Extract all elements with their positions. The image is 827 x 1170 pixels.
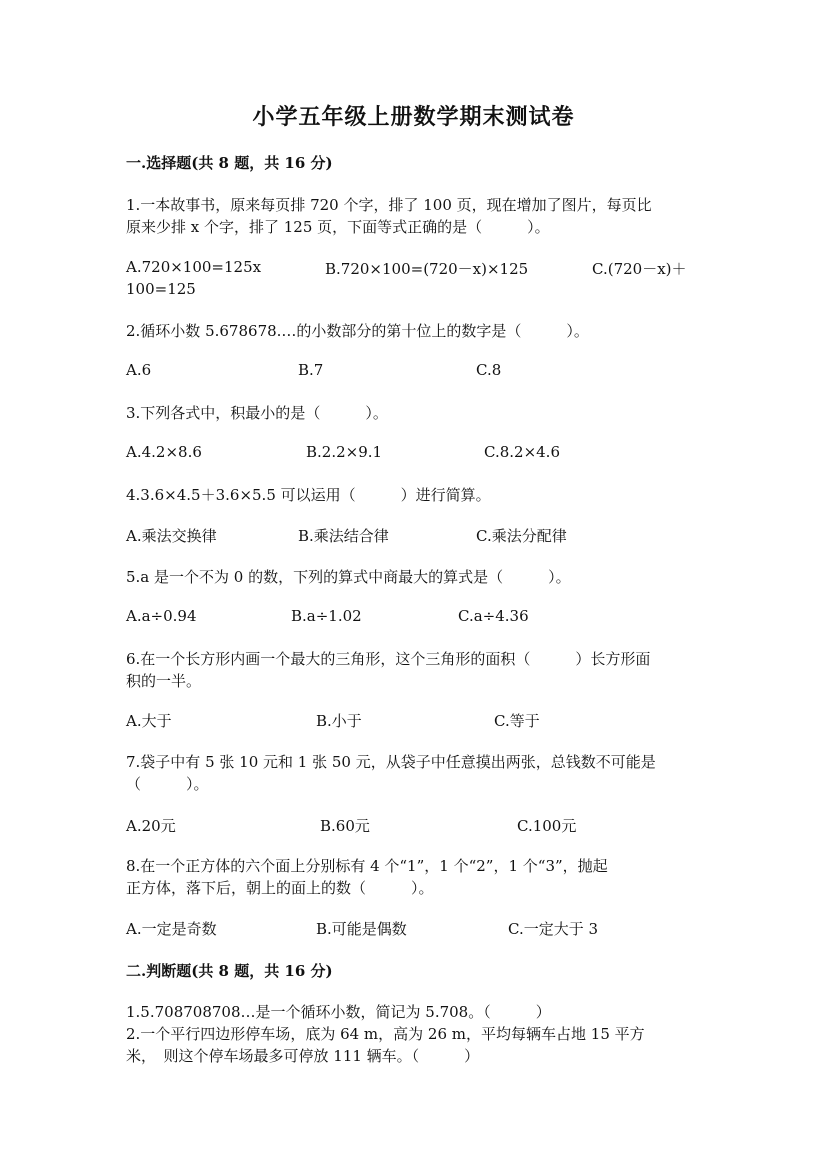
question-3-option-b: B.2.2×9.1 — [306, 443, 383, 461]
question-5-option-c: C.a÷4.36 — [458, 607, 529, 625]
page-title: 小学五年级上册数学期末测试卷 — [252, 104, 575, 130]
question-5-option-b: B.a÷1.02 — [291, 607, 362, 625]
question-1-line-1: 1.一本故事书，原来每页排 720 个字，排了 100 页，现在增加了图片，每页比 — [126, 196, 652, 214]
section-heading-choice: 一.选择题(共 8 题，共 16 分) — [126, 154, 333, 172]
question-1-option-a: A.720×100=125x — [126, 258, 262, 276]
question-8-option-c: C.一定大于 3 — [508, 920, 599, 938]
question-5-option-a: A.a÷0.94 — [126, 607, 197, 625]
question-4-option-a: A.乘法交换律 — [126, 527, 217, 545]
section-heading-judgement: 二.判断题(共 8 题，共 16 分) — [126, 962, 333, 980]
question-2-option-c: C.8 — [476, 361, 502, 379]
question-4-line-1: 4.3.6×4.5＋3.6×5.5 可以运用（ ）进行简算。 — [126, 486, 491, 504]
question-1-line-2: 原来少排 x 个字，排了 125 页，下面等式正确的是（ ）。 — [126, 218, 550, 236]
question-1-option-c-continued: 100=125 — [126, 280, 196, 298]
question-6-option-c: C.等于 — [494, 712, 540, 730]
question-7-option-b: B.60元 — [320, 817, 370, 835]
question-5-line-1: 5.a 是一个不为 0 的数，下列的算式中商最大的算式是（ ）。 — [126, 568, 571, 586]
judgement-2-line-1: 2.一个平行四边形停车场，底为 64 m，高为 26 m，平均每辆车占地 15 平方 — [126, 1025, 645, 1043]
question-2-option-a: A.6 — [126, 361, 152, 379]
question-7-option-c: C.100元 — [517, 817, 577, 835]
question-7-option-a: A.20元 — [126, 817, 176, 835]
question-6-line-2: 积的一半。 — [126, 672, 202, 690]
question-1-option-b: B.720×100=(720－x)×125 — [325, 260, 529, 278]
question-8-line-1: 8.在一个正方体的六个面上分别标有 4 个“1”，1 个“2”，1 个“3”，抛起 — [126, 857, 608, 875]
question-7-line-1: 7.袋子中有 5 张 10 元和 1 张 50 元，从袋子中任意摸出两张，总钱数不可能是 — [126, 753, 656, 771]
question-3-option-a: A.4.2×8.6 — [126, 443, 202, 461]
question-4-option-c: C.乘法分配律 — [476, 527, 567, 545]
judgement-1-line-1: 1.5.708708708…是一个循环小数，简记为 5.708。（ ） — [126, 1003, 551, 1021]
question-3-line-1: 3.下列各式中，积最小的是（ ）。 — [126, 404, 388, 422]
question-6-option-a: A.大于 — [126, 712, 172, 730]
question-4-option-b: B.乘法结合律 — [298, 527, 389, 545]
question-7-line-2: （ ）。 — [126, 775, 209, 793]
judgement-2-line-2: 米， 则这个停车场最多可停放 111 辆车。（ ） — [126, 1047, 480, 1065]
question-8-option-a: A.一定是奇数 — [126, 920, 217, 938]
question-8-line-2: 正方体，落下后，朝上的面上的数（ ）。 — [126, 879, 434, 897]
question-2-line-1: 2.循环小数 5.678678.…的小数部分的第十位上的数字是（ ）。 — [126, 322, 589, 340]
question-6-line-1: 6.在一个长方形内画一个最大的三角形，这个三角形的面积（ ）长方形面 — [126, 650, 651, 668]
question-6-option-b: B.小于 — [316, 712, 362, 730]
question-3-option-c: C.8.2×4.6 — [484, 443, 560, 461]
question-2-option-b: B.7 — [298, 361, 324, 379]
question-1-option-c: C.(720－x)＋ — [592, 260, 687, 278]
question-8-option-b: B.可能是偶数 — [316, 920, 407, 938]
